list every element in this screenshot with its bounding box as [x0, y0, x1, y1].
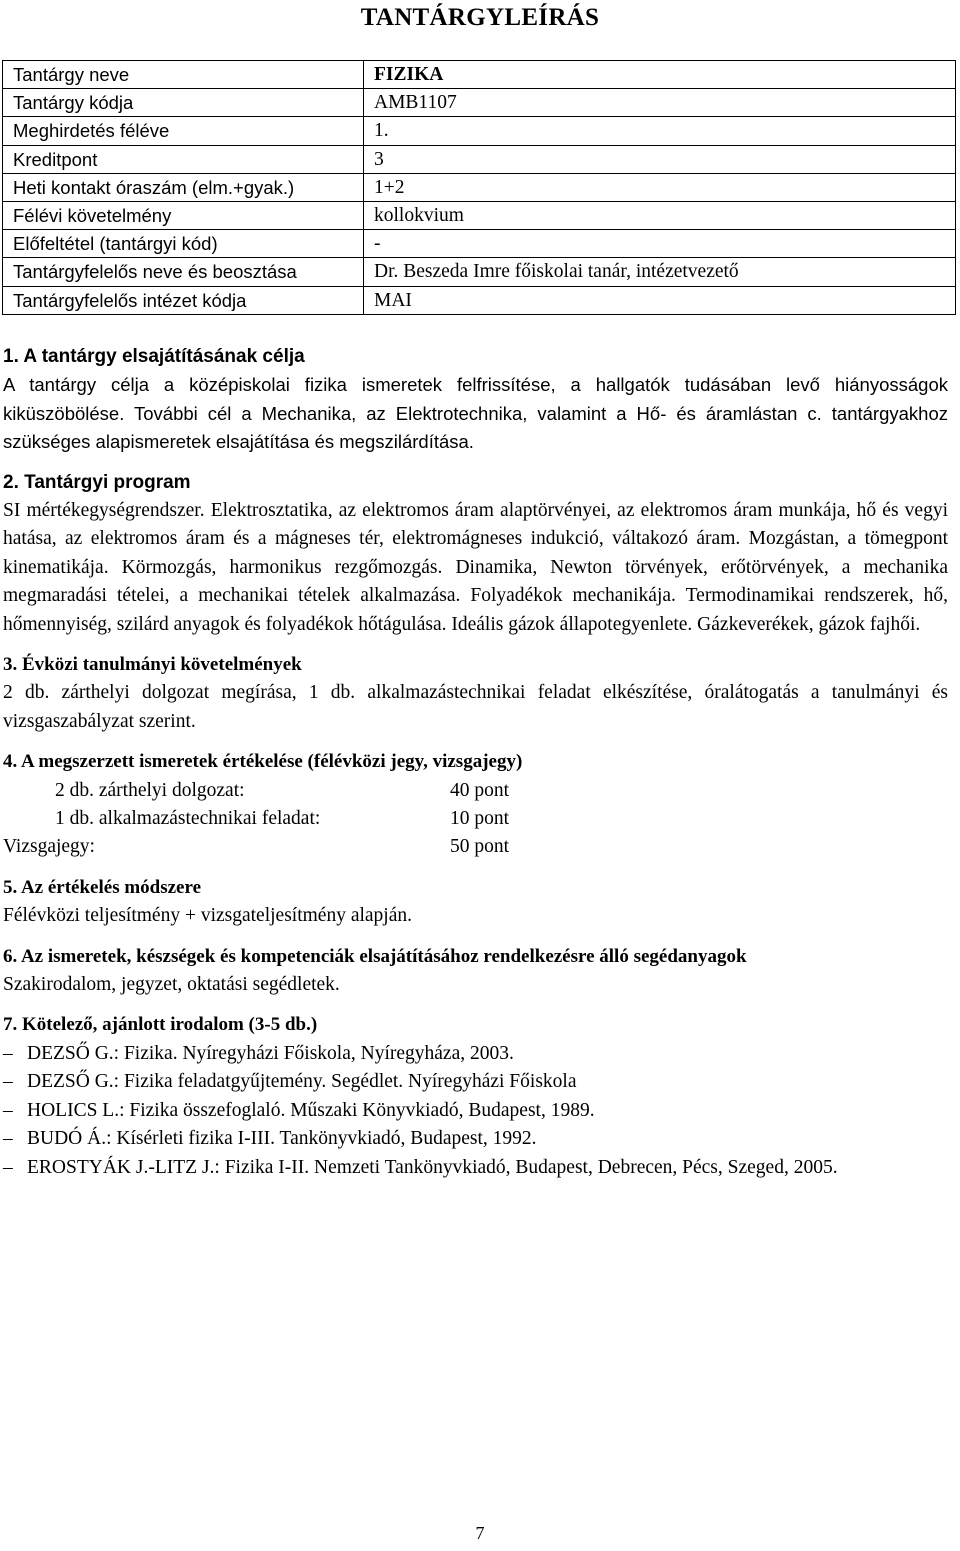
grade-value: 40 pont — [450, 779, 510, 801]
section-6-text: Szakirodalom, jegyzet, oktatási segédletek. — [3, 974, 340, 996]
literature-text: BUDÓ Á.: Kísérleti fizika I-III. Tankönyvkiadó, Budapest, 1992. — [27, 1128, 537, 1150]
grade-row — [3, 805, 948, 833]
literature-item — [3, 1068, 948, 1096]
info-key: Tantárgy kódja — [3, 89, 364, 117]
info-row — [3, 173, 956, 201]
grade-value: 10 pont — [450, 808, 510, 830]
info-key: Kreditpont — [3, 145, 364, 173]
dash-bullet: – — [3, 1042, 13, 1064]
grade-row — [3, 777, 948, 805]
document-title: TANTÁRGYLEÍRÁS — [360, 4, 600, 31]
course-info-table — [2, 60, 956, 315]
info-row — [3, 61, 956, 89]
literature-text: HOLICS L.: Fizika összefoglaló. Műszaki Könyvkiadó, Budapest, 1989. — [27, 1099, 595, 1121]
info-key: Tantárgy neve — [3, 61, 364, 89]
info-key: Tantárgyfelelős intézet kódja — [3, 286, 364, 314]
info-key: Előfeltétel (tantárgyi kód) — [3, 230, 364, 258]
literature-text: DEZSŐ G.: Fizika feladatgyűjtemény. Segédlet. Nyíregyházi Főiskola — [27, 1071, 577, 1093]
grading-breakdown — [3, 777, 948, 862]
info-row — [3, 201, 956, 229]
dash-bullet: – — [3, 1156, 13, 1178]
info-value: Dr. Beszeda Imre főiskolai tanár, intézetvezető — [364, 258, 956, 286]
section-3-text: 2 db. zárthelyi dolgozat megírása, 1 db. alkalmazástechnikai feladat elkészítése, óralátogatás a tanulmányi és vizsgaszabályzat szerint. — [3, 682, 948, 732]
info-row — [3, 230, 956, 258]
info-value: FIZIKA — [364, 61, 956, 89]
grade-value: 50 pont — [450, 836, 510, 858]
grade-row — [3, 833, 948, 861]
info-value: kollokvium — [364, 201, 956, 229]
grade-label: 2 db. zárthelyi dolgozat: — [55, 779, 245, 801]
grade-label: 1 db. alkalmazástechnikai feladat: — [55, 808, 321, 830]
section-5-text: Félévközi teljesítmény + vizsgateljesítmény alapján. — [3, 905, 413, 927]
literature-item — [3, 1040, 948, 1068]
grade-label: Vizsgajegy: — [3, 836, 95, 858]
literature-item — [3, 1097, 948, 1125]
info-key: Tantárgyfelelős neve és beosztása — [3, 258, 364, 286]
info-value: MAI — [364, 286, 956, 314]
section-3-heading: 3. Évközi tanulmányi követelmények — [3, 654, 302, 676]
page-number: 7 — [475, 1523, 485, 1543]
literature-text: DEZSŐ G.: Fizika. Nyíregyházi Főiskola, Nyíregyháza, 2003. — [27, 1042, 514, 1064]
info-key: Meghirdetés féléve — [3, 117, 364, 145]
section-2-text: SI mértékegységrendszer. Elektrosztatika, az elektromos áram alaptörvényei, az elektromos áram munkája, hő és vegyi hatása, az elektromos áram és a mágneses tér, elektromágneses indukció, váltakozó áram. Mozgástan, a tömegpont kinematikája. Körmozgás, harmonikus rezgőmozgás. Dinamika, Newton törvények, erőtörvények, a mechanika megmaradási tételei, a mechanikai tételek alkalmazása. Folyadékok mechanikája. Termodinamikai rendszerek, hő, hőmennyiség, szilárd anyagok és folyadékok hőtágulása. Ideális gázok állapotegyenlete. Gázkeverékek, gázok fajhői. — [3, 500, 948, 635]
info-row — [3, 258, 956, 286]
info-value: 1. — [364, 117, 956, 145]
literature-item — [3, 1154, 948, 1182]
info-value: 3 — [364, 145, 956, 173]
literature-item — [3, 1125, 948, 1153]
info-row — [3, 286, 956, 314]
info-value: AMB1107 — [364, 89, 956, 117]
section-1-heading: 1. A tantárgy elsajátításának célja — [3, 346, 305, 367]
dash-bullet: – — [3, 1128, 13, 1150]
info-key: Félévi követelmény — [3, 201, 364, 229]
info-row — [3, 117, 956, 145]
document-body — [3, 343, 948, 1182]
section-6-heading: 6. Az ismeretek, készségek és kompetenciák elsajátításához rendelkezésre álló segédanyagok — [3, 945, 747, 967]
section-5-heading: 5. Az értékelés módszere — [3, 876, 202, 898]
info-row — [3, 145, 956, 173]
dash-bullet: – — [3, 1099, 13, 1121]
info-row — [3, 89, 956, 117]
info-value: - — [364, 230, 956, 258]
section-1-text: A tantárgy célja a középiskolai fizika ismeretek felfrissítése, a hallgatók tudásában levő hiányosságok kiküszöbölése. További cél a Mechanika, az Elektrotechnika, valamint a Hő- és áramlástan c. tantárgyakhoz szükséges alapismeretek elsajátítása és megszilárdítása. — [3, 374, 948, 453]
info-key: Heti kontakt óraszám (elm.+gyak.) — [3, 173, 364, 201]
section-2-heading: 2. Tantárgyi program — [3, 471, 191, 493]
section-4-heading: 4. A megszerzett ismeretek értékelése (félévközi jegy, vizsgajegy) — [3, 751, 523, 773]
info-value: 1+2 — [364, 173, 956, 201]
section-7-heading: 7. Kötelező, ajánlott irodalom (3-5 db.) — [3, 1014, 318, 1036]
dash-bullet: – — [3, 1071, 13, 1093]
literature-text: EROSTYÁK J.-LITZ J.: Fizika I-II. Nemzeti Tankönyvkiadó, Budapest, Debrecen, Pécs, Szeged, 2005. — [27, 1156, 838, 1178]
literature-list — [3, 1040, 948, 1182]
